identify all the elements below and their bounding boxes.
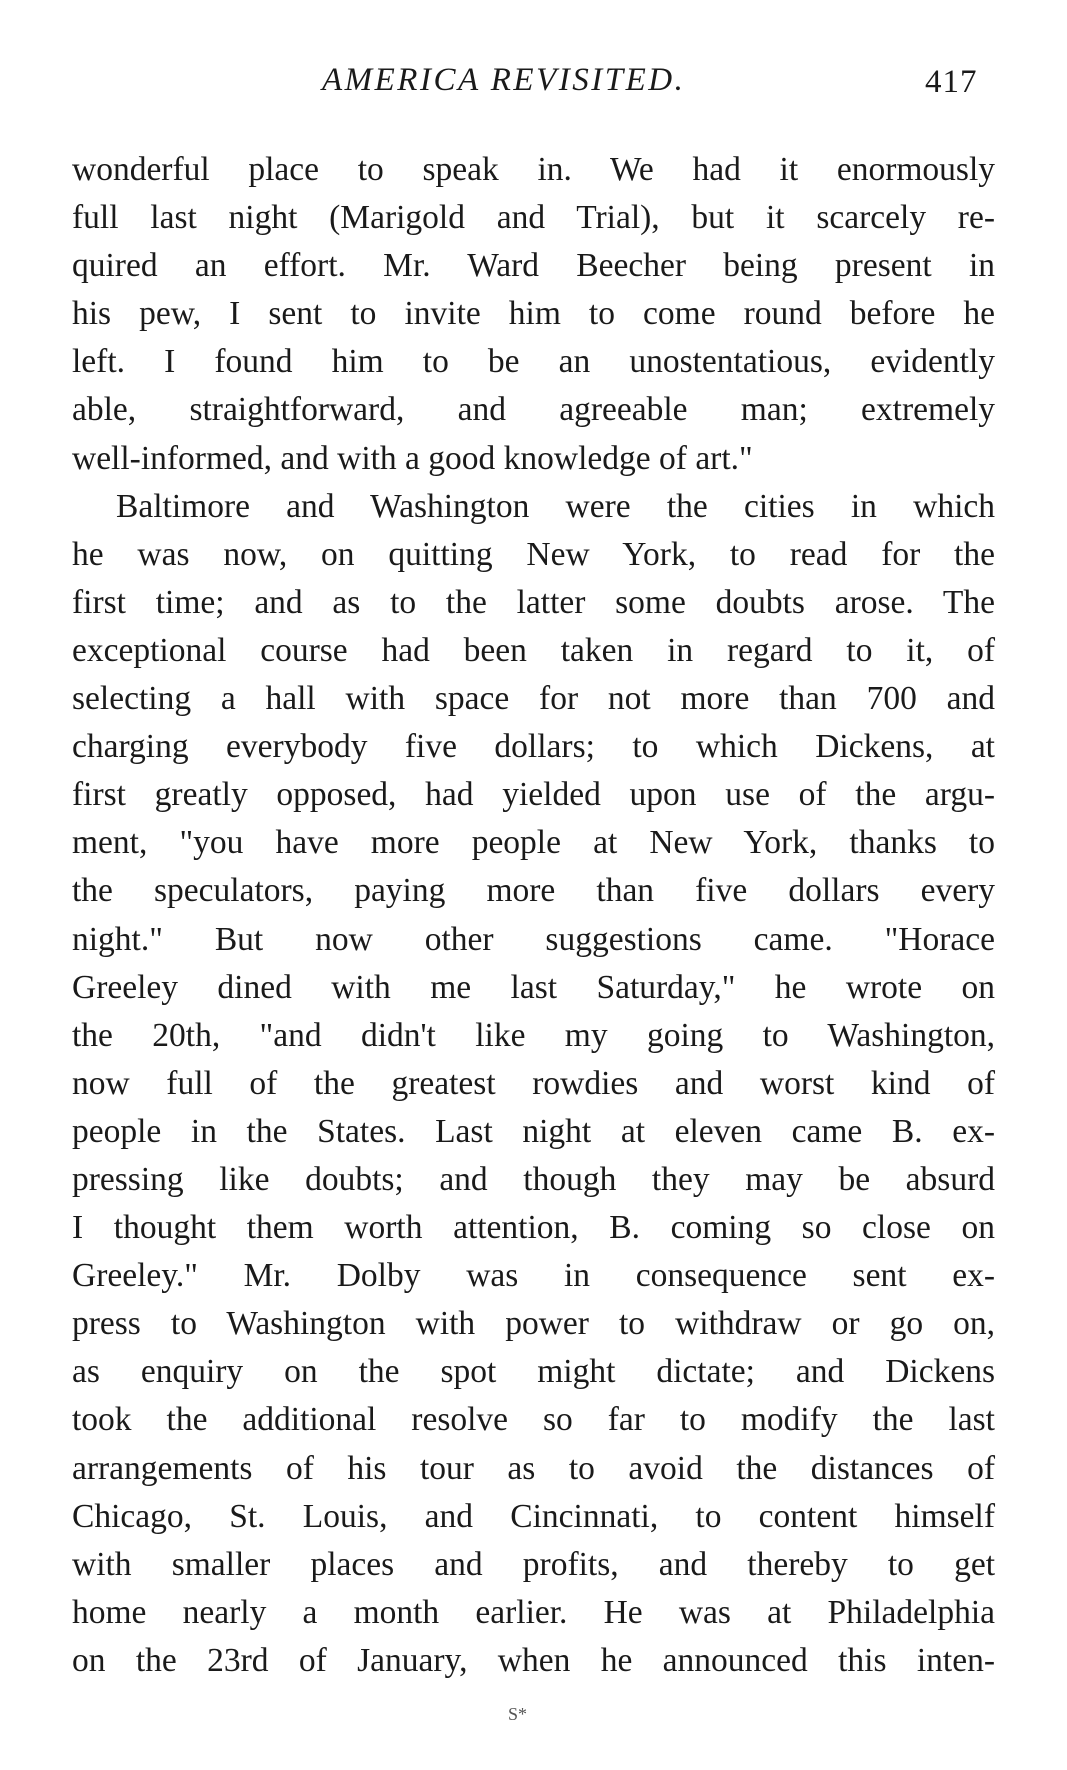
text-line: well-informed, and with a good knowledge of art." — [72, 439, 753, 477]
signature-mark: S* — [508, 1704, 528, 1724]
text-line: ment, "you have more people at New York, thanks to — [72, 824, 995, 862]
text-line: the speculators, paying more than five dollars every — [72, 872, 995, 910]
text-line: on the 23rd of January, when he announced this inten- — [72, 1641, 995, 1679]
text-line: Greeley dined with me last Saturday," he wrote on — [72, 968, 995, 1006]
text-line: his pew, I sent to invite him to come round before he — [72, 295, 995, 333]
text-line: with smaller places and profits, and thereby to get — [72, 1545, 995, 1583]
text-line: Greeley." Mr. Dolby was in consequence sent ex- — [72, 1257, 995, 1295]
text-line: first greatly opposed, had yielded upon use of the argu- — [72, 776, 995, 814]
text-line: took the additional resolve so far to modify the last — [72, 1401, 995, 1439]
text-line: night." But now other suggestions came. "Horace — [72, 920, 995, 958]
running-head — [0, 62, 1067, 112]
body-text — [72, 146, 995, 1685]
text-line: exceptional course had been taken in regard to it, of — [72, 631, 995, 669]
text-line: home nearly a month earlier. He was at Philadelphia — [72, 1593, 995, 1631]
text-line: wonderful place to speak in. We had it enormously — [72, 151, 995, 188]
text-line: able, straightforward, and agreeable man; extremely — [72, 391, 995, 429]
text-line: left. I found him to be an unostentatious, evidently — [72, 343, 995, 381]
running-title: AMERICA REVISITED. — [322, 62, 686, 98]
text-line: Baltimore and Washington were the cities in which — [116, 487, 995, 525]
text-line: press to Washington with power to withdraw or go on, — [72, 1305, 995, 1343]
text-line: now full of the greatest rowdies and worst kind of — [72, 1064, 995, 1102]
text-line: Chicago, St. Louis, and Cincinnati, to content himself — [72, 1497, 995, 1535]
text-line: arrangements of his tour as to avoid the distances of — [72, 1449, 995, 1487]
text-line: as enquiry on the spot might dictate; and Dickens — [72, 1353, 995, 1391]
text-line: selecting a hall with space for not more than 700 and — [72, 680, 995, 718]
text-line: quired an effort. Mr. Ward Beecher being present in — [72, 247, 995, 285]
text-line: the 20th, "and didn't like my going to Washington, — [72, 1016, 995, 1054]
text-line: I thought them worth attention, B. coming so close on — [72, 1209, 995, 1247]
text-line: pressing like doubts; and though they may be absurd — [72, 1160, 995, 1198]
page-number: 417 — [925, 64, 978, 100]
text-line: full last night (Marigold and Trial), but it scarcely re- — [72, 199, 995, 237]
text-line: charging everybody five dollars; to which Dickens, at — [72, 728, 995, 766]
text-line: he was now, on quitting New York, to read for the — [72, 535, 995, 573]
text-line: people in the States. Last night at eleven came B. ex- — [72, 1112, 995, 1150]
text-line: first time; and as to the latter some doubts arose. The — [72, 583, 995, 621]
